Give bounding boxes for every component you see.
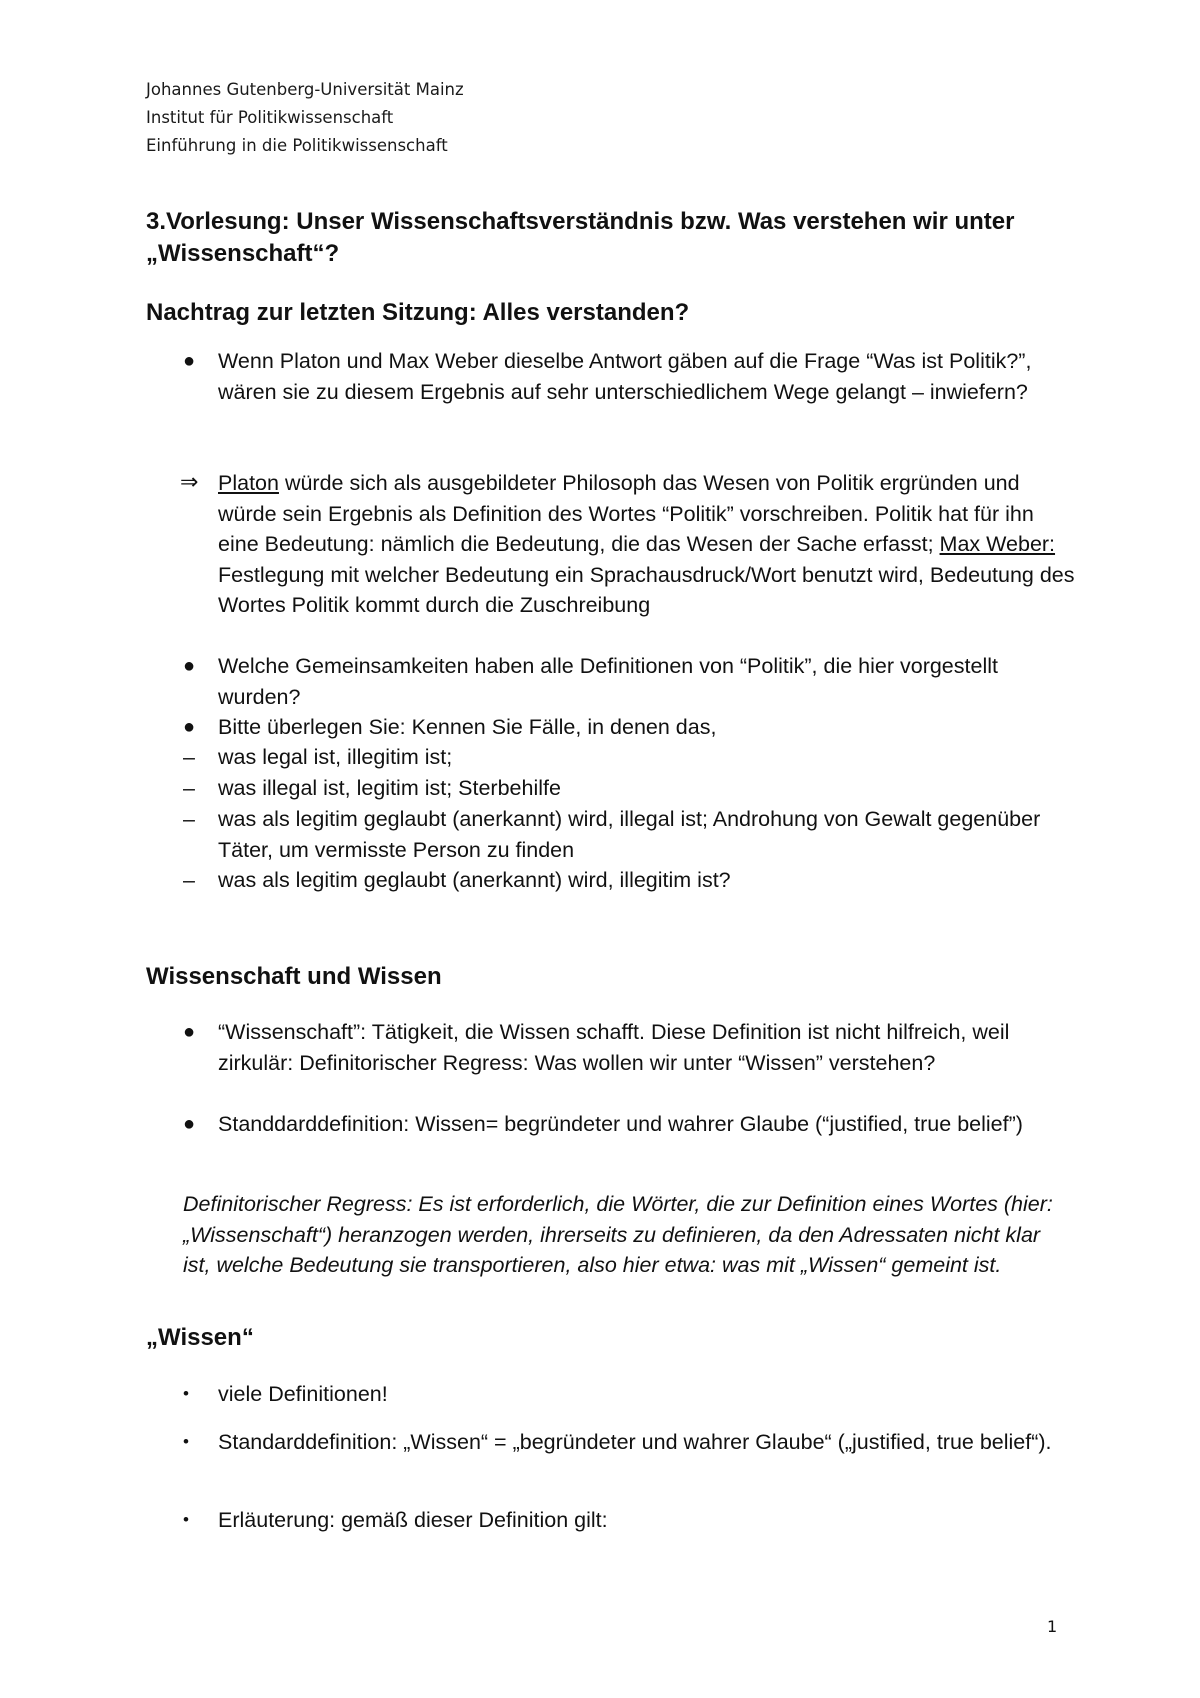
list-item: Welche Gemeinsamkeiten haben alle Definitionen von “Politik”, die hier vorgestellt wurden? — [218, 654, 998, 709]
list-item: was als legitim geglaubt (anerkannt) wird, illegal ist; Androhung von Gewalt gegenüber Täter, um vermisste Person zu finden — [218, 807, 1041, 862]
weber-label: Max Weber: — [939, 532, 1056, 556]
definition-note: Definitorischer Regress: Es ist erforderlich, die Wörter, die zur Definition eines Wortes (hier: „Wissenschaft“) heranzogen werden, ihrerseits zu definieren, da den Adressaten nicht klar ist, welche Bedeutung sie transportieren, also hier etwa: was mit „Wissen“ gemeint ist. — [183, 1192, 1053, 1277]
weber-text: Festlegung mit welcher Bedeutung ein Sprachausdruck/Wort benutzt wird, Bedeutung des Wortes Politik kommt durch die Zuschreibung — [218, 562, 1075, 617]
bullet-icon: • — [183, 1432, 189, 1451]
dash-icon: – — [183, 776, 195, 800]
university-name: Johannes Gutenberg-Universität Mainz — [146, 80, 464, 99]
dash-icon: – — [183, 745, 195, 769]
institute-name: Institut für Politikwissenschaft — [146, 108, 394, 127]
bullet-icon: ● — [183, 1113, 196, 1135]
list-item: viele Definitionen! — [218, 1382, 388, 1406]
list-item: Standarddefinition: „Wissen“ = „begründeter und wahrer Glaube“ („justified, true belief“). — [218, 1430, 1052, 1454]
bullet-icon: • — [183, 1510, 189, 1529]
list-item: was als legitim geglaubt (anerkannt) wird, illegitim ist? — [218, 868, 731, 892]
lecture-title: 3.Vorlesung: Unser Wissenschaftsverständnis bzw. Was verstehen wir unter „Wissenschaft“? — [146, 208, 1015, 267]
answer-paragraph — [218, 468, 1078, 621]
bullet-icon: ● — [183, 350, 196, 372]
list-item: was illegal ist, legitim ist; Sterbehilfe — [218, 776, 561, 800]
bullet-icon: ● — [183, 716, 196, 738]
arrow-icon: ⇒ — [180, 470, 199, 495]
page-number: 1 — [1047, 1617, 1058, 1636]
section-heading-wissen: „Wissen“ — [146, 1324, 254, 1351]
dash-icon: – — [183, 807, 195, 831]
section-heading-nachtrag: Nachtrag zur letzten Sitzung: Alles verstanden? — [146, 299, 690, 326]
list-item: Wenn Platon und Max Weber dieselbe Antwort gäben auf die Frage “Was ist Politik?”, wären sie zu diesem Ergebnis auf sehr unterschiedlichem Wege gelangt – inwiefern? — [218, 349, 1032, 404]
list-item: Bitte überlegen Sie: Kennen Sie Fälle, in denen das, — [218, 715, 717, 739]
dash-icon: – — [183, 868, 195, 892]
bullet-icon: • — [183, 1384, 189, 1403]
list-item: Standdarddefinition: Wissen= begründeter und wahrer Glaube (“justified, true belief”) — [218, 1112, 1023, 1136]
institution-header — [146, 76, 464, 160]
list-item: “Wissenschaft”: Tätigkeit, die Wissen schafft. Diese Definition ist nicht hilfreich, weil zirkulär: Definitorischer Regress: Was wollen wir unter “Wissen” verstehen? — [218, 1020, 1010, 1075]
platon-label: Platon — [218, 471, 279, 495]
platon-text: würde sich als ausgebildeter Philosoph das Wesen von Politik ergründen und würde sein Ergebnis als Definition des Wortes “Politik” vorschreiben. Politik hat für ihn eine Bedeutung: nämlich die Bedeutung, die das Wesen der Sache erfasst; — [218, 471, 1034, 556]
section-heading-wissenschaft: Wissenschaft und Wissen — [146, 963, 442, 990]
course-name: Einführung in die Politikwissenschaft — [146, 136, 448, 155]
bullet-icon: ● — [183, 1021, 196, 1043]
list-item: was legal ist, illegitim ist; — [218, 745, 453, 769]
bullet-icon: ● — [183, 655, 196, 677]
list-item: Erläuterung: gemäß dieser Definition gilt: — [218, 1508, 608, 1532]
